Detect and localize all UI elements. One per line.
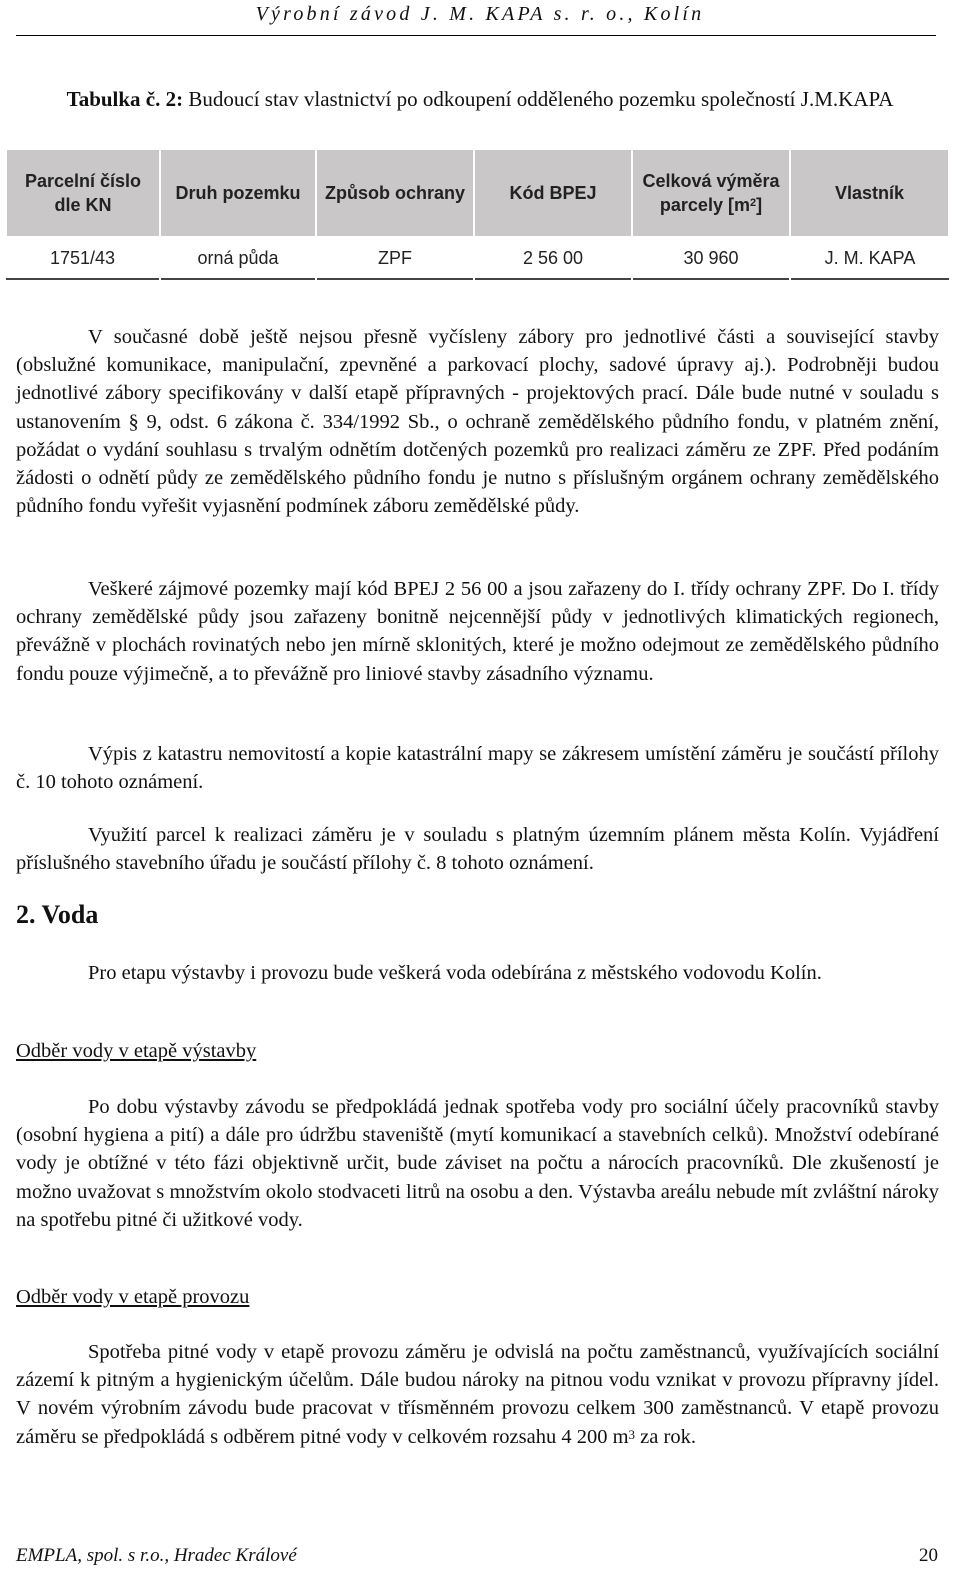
paragraph-construction-water-text: Po dobu výstavby závodu se předpokládá jednak spotřeba vody pro sociální účely pracovníků stavby (osobní hygiena a pití) a dále pro údržbu staveniště (mytí komunikací a stavebních celků). Množství odebírané vody je obtížné v této fázi objektivně určit, bude záviset na počtu a nárocích pracovníků. Dle zkušeností je možno uvažovat s množstvím okolo stodvaceti litrů na osobu a den. Výstavba areálu nebude mít zvláštní nároky na spotřebu pitné či užitkové vody. — [16, 1096, 939, 1231]
subheading-construction-water: Odběr vody v etapě výstavby — [16, 1040, 257, 1062]
col-header-area — [632, 149, 790, 237]
paragraph-zoning — [16, 821, 939, 877]
page-header: Výrobní závod J. M. KAPA s. r. o., Kolín — [255, 3, 705, 25]
table-header-row — [6, 149, 949, 237]
cell-land-type: orná půda — [160, 237, 316, 279]
cell-protection: ZPF — [316, 237, 474, 279]
cell-bpej: 2 56 00 — [474, 237, 632, 279]
paragraph-water-intro-text: Pro etapu výstavby i provozu bude veškerá voda odebírána z městského vodovodu Kolín. — [88, 962, 822, 984]
paragraph-bpej — [16, 575, 939, 688]
paragraph-cadastre-text: Výpis z katastru nemovitostí a kopie katastrální mapy se zákresem umístění záměru je součástí přílohy č. 10 tohoto oznámení. — [16, 743, 939, 794]
section-heading-water: 2. Voda — [16, 900, 99, 929]
cell-area: 30 960 — [632, 237, 790, 279]
footer-company: EMPLA, spol. s r.o., Hradec Králové — [16, 1545, 297, 1566]
paragraph-land-take-text: V současné době ještě nejsou přesně vyčísleny zábory pro jednotlivé části a související stavby (obslužné komunikace, manipulační, zpevněné a parkovací plochy, sadové úpravy aj.). Podrobněji budou jednotlivé zábory specifikovány v další etapě přípravných - projektových prací. Dále bude nutné v souladu s ustanovením § 9, odst. 6 zákona č. 334/1992 Sb., o ochraně zemědělského půdního fondu, v platném znění, požádat o vydání souhlasu s trvalým odnětím dotčených pozemků pro realizaci záměru ze ZPF. Před podáním žádosti o odnětí půdy ze zemědělského půdního fondu je nutno s příslušným orgánem ochrany zemědělského půdního fondu vyřešit vyjasnění podmínek záboru zemědělské půdy. — [16, 326, 939, 518]
paragraph-water-intro — [16, 959, 939, 987]
page-number: 20 — [919, 1545, 938, 1566]
table-row — [6, 237, 949, 279]
paragraph-operation-water-text: Spotřeba pitné vody v etapě provozu záměru je odvislá na počtu zaměstnanců, využívajících sociální zázemí k pitným a hygienickým účelům. Dále budou nároky na pitnou vodu vznikat v provozu přípravny jídel. V novém výrobním závodu bude pracovat v třísměnném provozu celkem 300 zaměstnanců. V etapě provozu záměru se předpokládá s odběrem pitné vody v celkovém rozsahu 4 200 m — [16, 1341, 939, 1448]
cell-parcel: 1751/43 — [49, 247, 116, 268]
subheading-operation-water: Odběr vody v etapě provozu — [16, 1286, 250, 1308]
cell-owner: J. M. KAPA — [790, 237, 949, 279]
col-header-area-sup: 2 — [749, 197, 757, 209]
col-header-protection: Způsob ochrany — [316, 149, 474, 237]
col-header-owner: Vlastník — [790, 149, 949, 237]
table-caption-text: Budoucí stav vlastnictví po odkoupení odděleného pozemku společností J.M.KAPA — [183, 87, 894, 111]
cubic-superscript: 3 — [628, 1426, 636, 1442]
header-divider — [16, 35, 936, 36]
paragraph-operation-water — [16, 1338, 939, 1451]
col-header-area-close: ] — [756, 195, 763, 215]
col-header-parcel: Parcelní číslo dle KN — [6, 149, 160, 237]
col-header-land-type: Druh pozemku — [160, 149, 316, 237]
paragraph-construction-water — [16, 1093, 939, 1234]
col-header-area-text: Celková výměra parcely [m — [642, 171, 780, 215]
col-header-bpej: Kód BPEJ — [474, 149, 632, 237]
table-caption — [54, 85, 906, 113]
paragraph-bpej-text: Veškeré zájmové pozemky mají kód BPEJ 2 56 00 a jsou zařazeny do I. třídy ochrany ZPF. Do I. třídy ochrany zemědělské půdy jsou zařazeny bonitně nejcennější půdy v jednotlivých klimatických regionech, převážně v plochách rovinatých nebo jen mírně sklonitých, které je možno odejmout ze zemědělského půdního fondu pouze výjimečně, a to převážně pro liniové stavby zásadního významu. — [16, 578, 939, 685]
paragraph-cadastre — [16, 740, 939, 796]
ownership-table — [5, 148, 950, 280]
paragraph-land-take — [16, 323, 939, 520]
paragraph-operation-water-end: za rok. — [635, 1425, 696, 1448]
table-caption-prefix: Tabulka č. 2: — [66, 87, 184, 111]
paragraph-zoning-text: Využití parcel k realizaci záměru je v souladu s platným územním plánem města Kolín. Vyjádření příslušného stavebního úřadu je součástí přílohy č. 8 tohoto oznámení. — [16, 824, 939, 875]
